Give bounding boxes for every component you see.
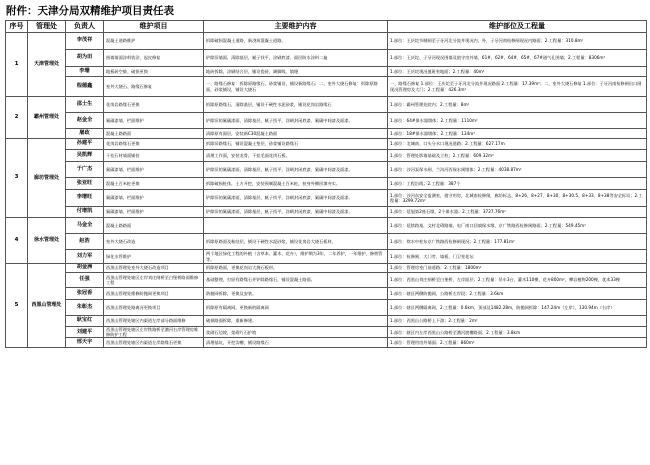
responsibility-table bbox=[5, 20, 647, 348]
cell-project: 西黑山管理处路离河更换项目 bbox=[104, 300, 204, 316]
cell-scope: 1.部位：辖区两侧防抛网，公路桥左岸段；2.工程量：3.6km bbox=[388, 288, 647, 300]
cell-project: 西黑山管理处辖区左岸铁路桥至漕河右岸管理房维修防护工程 bbox=[104, 327, 204, 338]
table-row bbox=[6, 150, 647, 162]
cell-project: 西黑山管理处室外大烧石改造项目 bbox=[104, 264, 204, 273]
cell-project: 氟碳漆墙、栏面维护 bbox=[104, 207, 204, 218]
cell-content bbox=[204, 218, 388, 234]
cell-scope: 1.部位：管理处影墙基础及立柱；2.工程量：609.32m² bbox=[388, 150, 647, 162]
cell-scope: 1.部位：沙河泵保水闸、兰沟河西保水闸墩体；2.工程量：4038.87m² bbox=[388, 162, 647, 178]
cell-project: 干挂石材墙面铺装 bbox=[104, 150, 204, 162]
cell-content: 铲除旧的氟碳漆面，清除基层，腻子找平，涂刷封闭底漆、氟碳中间漆及面漆。 bbox=[204, 113, 388, 129]
header-project: 维护项目 bbox=[104, 21, 204, 33]
cell-project: 花岗岩路缘石更换 bbox=[104, 139, 204, 150]
cell-person: 孙建平 bbox=[66, 139, 104, 150]
cell-scope: 1.部位：沙河东安全监测室，值守用房，北城南检修闸，廊坊标志，8+26、8+27、8+30、8+30.5、8+33、8+38等安全标识；2.工程量：3299.72m² bbox=[388, 190, 647, 207]
table-row bbox=[6, 300, 647, 316]
page-title: 附件：天津分局双精维护项目责任表 bbox=[6, 5, 174, 17]
cell-scope: 1.部位：延旭第2座石墩，2个保水器；2.工程量：3727.76m² bbox=[388, 207, 647, 218]
cell-scope: 1.部位：王庆坨、子牙河现况围墙及值守房外墙，61#、62#、64#、65#、67#通气孔围墙；2.工程量：8306m² bbox=[388, 50, 647, 67]
cell-person: 屠政 bbox=[66, 129, 104, 139]
cell-person: 胡金洲 bbox=[66, 264, 104, 273]
cell-seq: 3 bbox=[6, 139, 28, 218]
table-row bbox=[6, 113, 647, 129]
cell-dept: 西黑山管理处 bbox=[28, 264, 66, 348]
cell-content: 基础整理，打原有路缘石并铲除路缘石，铺设混凝土路面。 bbox=[204, 273, 388, 288]
cell-project: 西黑山管理处辖区内渠道左岸路缘石更换 bbox=[104, 338, 204, 348]
table-row bbox=[6, 162, 647, 178]
table-row bbox=[6, 288, 647, 300]
table-row bbox=[6, 250, 647, 264]
cell-person: 任强 bbox=[66, 273, 104, 288]
cell-person: 张冠香 bbox=[66, 288, 104, 300]
table-row bbox=[6, 218, 647, 234]
cell-content: 浆砌石边坡，浆砌片石护坡 bbox=[204, 327, 388, 338]
table-row bbox=[6, 234, 647, 250]
cell-dept: 徐水管理处 bbox=[28, 218, 66, 264]
cell-dept: 霸州管理处 bbox=[28, 97, 66, 139]
cell-project: 西黑山管理处辖区内渠道左岸部分路面维修 bbox=[104, 316, 204, 327]
cell-person: 赵浩 bbox=[66, 234, 104, 250]
cell-content: 一、路缘石修复：拆除原路缘石，砂浆铺设，铺设新路缘石；二、室外大烧石修复：拆除原路面，砂浆铺设，铺设大烧石 bbox=[204, 77, 388, 97]
cell-content: 地砖拆除，涂刷结合层，铺设瓷砖，踢脚线、填缝 bbox=[204, 67, 388, 77]
cell-project: 混凝土路路面 bbox=[104, 129, 204, 139]
header-seq: 序号 bbox=[6, 21, 28, 33]
table-row bbox=[6, 50, 647, 67]
cell-person: 赵金全 bbox=[66, 113, 104, 129]
cell-person: 邢天宇 bbox=[66, 338, 104, 348]
cell-project: 混凝土百米桩更换 bbox=[104, 178, 204, 190]
cell-person: 李茂祥 bbox=[66, 33, 104, 50]
cell-scope: 1.部位：王庆坨节制闸至子牙河北分流井现况内、外，子牙河南检修闸现况内路面；2.工程量：310.8m² bbox=[388, 33, 647, 50]
cell-content: 拆除破损桩体，土方开挖，安装预制混凝土百米桩，桩身外侧回填夯实。 bbox=[204, 178, 388, 190]
cell-person: 刘力军 bbox=[66, 250, 104, 264]
cell-scope: 1.部位：工程沿线；2.工程量：387个 bbox=[388, 178, 647, 190]
cell-scope: 1.部位：辖区内左岸西黑山公路桥至漕河渡槽路面；2.工程量：3.8km bbox=[388, 327, 647, 338]
cell-content: 拆除旧路缘石，铺设混凝土垫层，砂浆铺设路缘石 bbox=[204, 139, 388, 150]
table-row bbox=[6, 327, 647, 338]
table-row bbox=[6, 264, 647, 273]
cell-project: 绿化水管维护 bbox=[104, 250, 204, 264]
table-row bbox=[6, 338, 647, 348]
header-scope: 维护部位及工程量 bbox=[388, 21, 647, 33]
cell-content: 铲除旧的氟碳漆面，清除基层，腻子找平，涂刷封闭底漆、氟碳中间漆及面漆。 bbox=[204, 190, 388, 207]
cell-seq: 5 bbox=[6, 264, 28, 348]
cell-person: 耿宝红 bbox=[66, 316, 104, 327]
cell-seq: 2 bbox=[6, 97, 28, 139]
cell-scope: 1.部位：检修闸、大门旁、墙板、门卫室花坛 bbox=[388, 250, 647, 264]
table-row bbox=[6, 129, 647, 139]
cell-person: 程德鑫 bbox=[66, 77, 104, 97]
cell-content: 拆除破损混凝土道路，新浇筑混凝土道路。 bbox=[204, 33, 388, 50]
cell-person: 刘建平 bbox=[66, 327, 104, 338]
cell-project: 地板砖空鼓、破损更换 bbox=[104, 67, 204, 77]
cell-content: 铲除旧墙面，清除基层，腻子找平，涂刷底漆、面层防水涂料二遍 bbox=[204, 50, 388, 67]
table-row bbox=[6, 97, 647, 113]
cell-person: 吴凯辉 bbox=[66, 150, 104, 162]
cell-scope: 1.部位：18#保水器墩体；2.工程量：134m² bbox=[388, 129, 647, 139]
header-content: 主要维护内容 bbox=[204, 21, 388, 33]
table-row bbox=[6, 190, 647, 207]
header-row bbox=[6, 21, 647, 33]
cell-project: 西黑山管理处维修防抛网更换项目 bbox=[104, 288, 204, 300]
table-row bbox=[6, 139, 647, 150]
header-dept: 管理处 bbox=[28, 21, 66, 33]
cell-project: 氟碳漆墙、栏面维护 bbox=[104, 190, 204, 207]
cell-content: 两个地区绿化工程的补植（含草本、灌木、花卉），维护期为3年，二年养护，一年维护、修剪管等。 bbox=[204, 250, 388, 264]
cell-person: 邵士生 bbox=[66, 97, 104, 113]
cell-scope: 1.部位：辖区两侧隔离网，2.工程量：0.6km，顶部及1482.28m，防抛网拆除：147.24m（左岸），130.94m（右岸） bbox=[388, 300, 647, 316]
cell-scope: 1.部位：延续路基，文村北碍路墙，电厂南口回填保水墩，京广铁路西检修闸路面；2.工程量：549.45m² bbox=[388, 218, 647, 234]
cell-project: 花岗岩路缘石更换 bbox=[104, 97, 204, 113]
header-person: 负责人 bbox=[66, 21, 104, 33]
cell-project: 混凝土道路维护 bbox=[104, 33, 204, 50]
cell-scope: 1.部位：西黑山公路桥上下游；2.工程量：2m² bbox=[388, 316, 647, 327]
cell-project: 室外大烧石、路缘石修复 bbox=[104, 77, 204, 97]
cell-scope: 1.部位：64#保水器墩体；2.工程量：1110m² bbox=[388, 113, 647, 129]
table-row bbox=[6, 316, 647, 327]
cell-content: 清理工作面，安装龙骨，干挂毛面花岗石板。 bbox=[204, 150, 388, 162]
table-row bbox=[6, 273, 647, 288]
cell-content: 铲除旧的氟碳漆面，清除基层，腻子找平，涂刷封闭底漆、氟碳中间漆及面漆。 bbox=[204, 162, 388, 178]
cell-person: 朱彰杰 bbox=[66, 300, 104, 316]
table-row bbox=[6, 77, 647, 97]
cell-project: 西黑山管理处辖区左岸刘庄闸桥至白堡桥路面维修工程 bbox=[104, 273, 204, 288]
cell-content: 拆除原有隔离网，更换新的隔离网 bbox=[204, 300, 388, 316]
cell-project: 围墙墙面涂料装涂、起皮修复 bbox=[104, 50, 204, 67]
cell-content: 清除原有面层，安装新C30混凝土路面 bbox=[204, 129, 388, 139]
cell-scope: 1.部位：徐水中柱东京广铁路西检修闸现况；2.工程量：177.81m² bbox=[388, 234, 647, 250]
cell-scope: 1.部位：西黑山刘庄闸桥至白堡桥，左岸面层；2.工程量：吊车3台，灌木110棵，花卉800m²，攀岩植物200棵，优本33棵 bbox=[388, 273, 647, 288]
cell-content: 防抛网拆除，更换及安装。 bbox=[204, 288, 388, 300]
cell-scope: 一、路缘石修复 1.部位：王庆坨至子牙河北分流井现况路面 2.工程量：17.39m²；二、室外大烧石修复 1.部位：子牙河南检修闸出口闸现况管理房及大门；2.工程量：426.3m² bbox=[388, 77, 647, 97]
cell-scope: 1.部位：北城南、口头分水口现况道路；2.工程量：627.17m bbox=[388, 139, 647, 150]
cell-content: 拆除原路面及粘结层，铺设干硬性水泥砂浆，铺设花岗岩大烧石板材。 bbox=[204, 234, 388, 250]
cell-person: 张亚旺 bbox=[66, 178, 104, 190]
cell-scope: 1.部位：王庆坨现况值班室地面；2.工程量：40m² bbox=[388, 67, 647, 77]
cell-scope: 1.部位：霸州管理处院内；2.工程量：8m² bbox=[388, 97, 647, 113]
cell-seq: 4 bbox=[6, 218, 28, 264]
cell-content: 拆除原路面，更换花岗岩大烧石板材。 bbox=[204, 264, 388, 273]
cell-content: 清理基坑，开挖沟槽，铺设路缘石 bbox=[204, 338, 388, 348]
cell-seq: 1 bbox=[6, 33, 28, 97]
cell-person: 胡为田 bbox=[66, 50, 104, 67]
cell-dept: 天津管理处 bbox=[28, 33, 66, 97]
cell-scope: 1.部位：管理房室门前道路；2.工程量：1800m² bbox=[388, 264, 647, 273]
cell-dept: 廊坊管理处 bbox=[28, 139, 66, 218]
cell-person: 李增旺 bbox=[66, 190, 104, 207]
cell-project: 氟碳漆墙、栏面维护 bbox=[104, 162, 204, 178]
table-row bbox=[6, 207, 647, 218]
cell-project: 室外大烧石改造 bbox=[104, 234, 204, 250]
cell-content: 铲除旧的氟碳漆面，清除基层，腻子找平，涂刷封闭底漆、氟碳中间漆及面漆。 bbox=[204, 207, 388, 218]
cell-person: 于广杰 bbox=[66, 162, 104, 178]
cell-content: 破损路面拆除，重新修建。 bbox=[204, 316, 388, 327]
cell-person: 李珊 bbox=[66, 67, 104, 77]
cell-person: 付增凯 bbox=[66, 207, 104, 218]
table-row bbox=[6, 178, 647, 190]
table-row bbox=[6, 33, 647, 50]
cell-scope: 1.部位：管理用房外墙面；2.工程量：860m² bbox=[388, 338, 647, 348]
cell-project: 混凝土路路面 bbox=[104, 218, 204, 234]
cell-project: 氟碳漆墙、栏面维护 bbox=[104, 113, 204, 129]
cell-person: 马金全 bbox=[66, 218, 104, 234]
table-row bbox=[6, 67, 647, 77]
cell-content: 拆除原路缘石，清除基层，铺设干硬性水泥砂浆，铺设花岗岩路缘石 bbox=[204, 97, 388, 113]
